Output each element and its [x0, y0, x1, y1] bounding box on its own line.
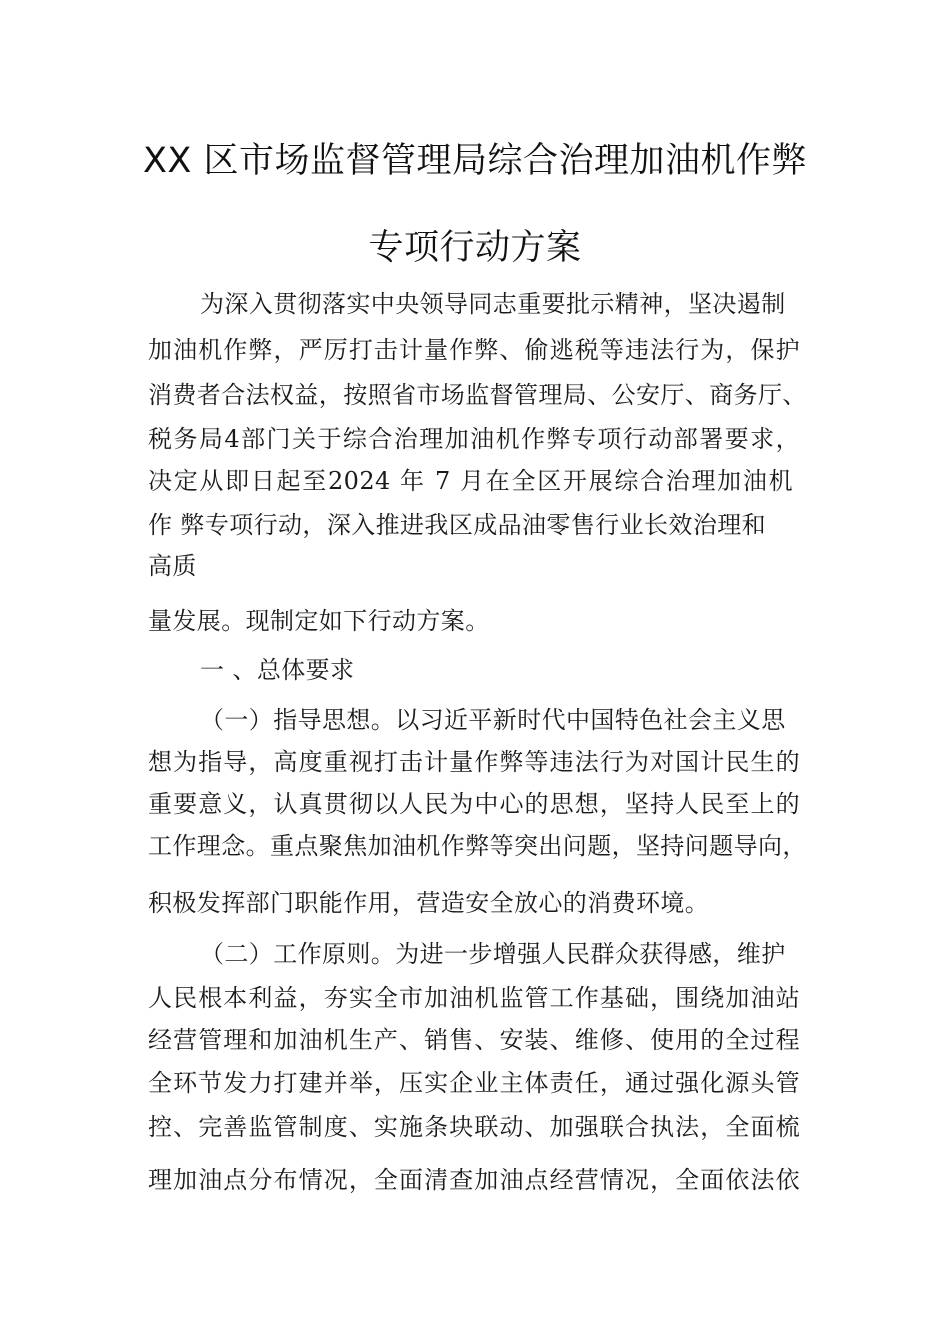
paragraph-line: 消费者合法权益，按照省市场监督管理局、公安厅、商务厅、 [148, 381, 807, 409]
paragraph-line: 加油机作弊，严厉打击计量作弊、偷逃税等违法行为，保护 [148, 336, 800, 364]
paragraph-line: 高质 [148, 552, 197, 580]
paragraph-line: 工作理念。重点聚焦加油机作弊等突出问题，坚持问题导向， [148, 832, 807, 860]
document-title-line-1: XX 区市场监督管理局综合治理加油机作弊 [142, 141, 808, 181]
paragraph-line: 为深入贯彻落实中央领导同志重要批示精神，坚决遏制 [200, 290, 786, 318]
paragraph-line: 想为指导，高度重视打击计量作弊等违法行为对国计民生的 [148, 748, 800, 776]
paragraph-line: （二）工作原则。为进一步增强人民群众获得感，维护 [200, 940, 786, 968]
paragraph-line: 量发展。现制定如下行动方案。 [148, 607, 490, 635]
paragraph-line: 积极发挥部门职能作用，营造安全放心的消费环境。 [148, 889, 710, 917]
paragraph-line: 税务局4部门关于综合治理加油机作弊专项行动部署要求， [148, 425, 800, 453]
paragraph-line: 人民根本利益，夯实全市加油机监管工作基础，围绕加油站 [148, 984, 800, 1012]
paragraph-line: （一）指导思想。以习近平新时代中国特色社会主义思 [200, 706, 786, 734]
paragraph-line: 作 弊专项行动，深入推进我区成品油零售行业长效治理和 [148, 511, 767, 539]
paragraph-line: 理加油点分布情况，全面清查加油点经营情况，全面依法依 [148, 1166, 800, 1194]
document-title-line-2: 专项行动方案 [368, 228, 582, 268]
paragraph-line: 全环节发力打建并举，压实企业主体责任，通过强化源头管 [148, 1069, 800, 1097]
paragraph-line: 决定从即日起至2024 年 7 月在全区开展综合治理加油机 [148, 467, 793, 495]
paragraph-line: 控、完善监管制度、实施条块联动、加强联合执法，全面梳 [148, 1113, 800, 1141]
section-heading: 一 、总体要求 [200, 656, 355, 684]
paragraph-line: 重要意义，认真贯彻以人民为中心的思想，坚持人民至上的 [148, 790, 800, 818]
paragraph-line: 经营管理和加油机生产、销售、安装、维修、使用的全过程 [148, 1026, 800, 1054]
